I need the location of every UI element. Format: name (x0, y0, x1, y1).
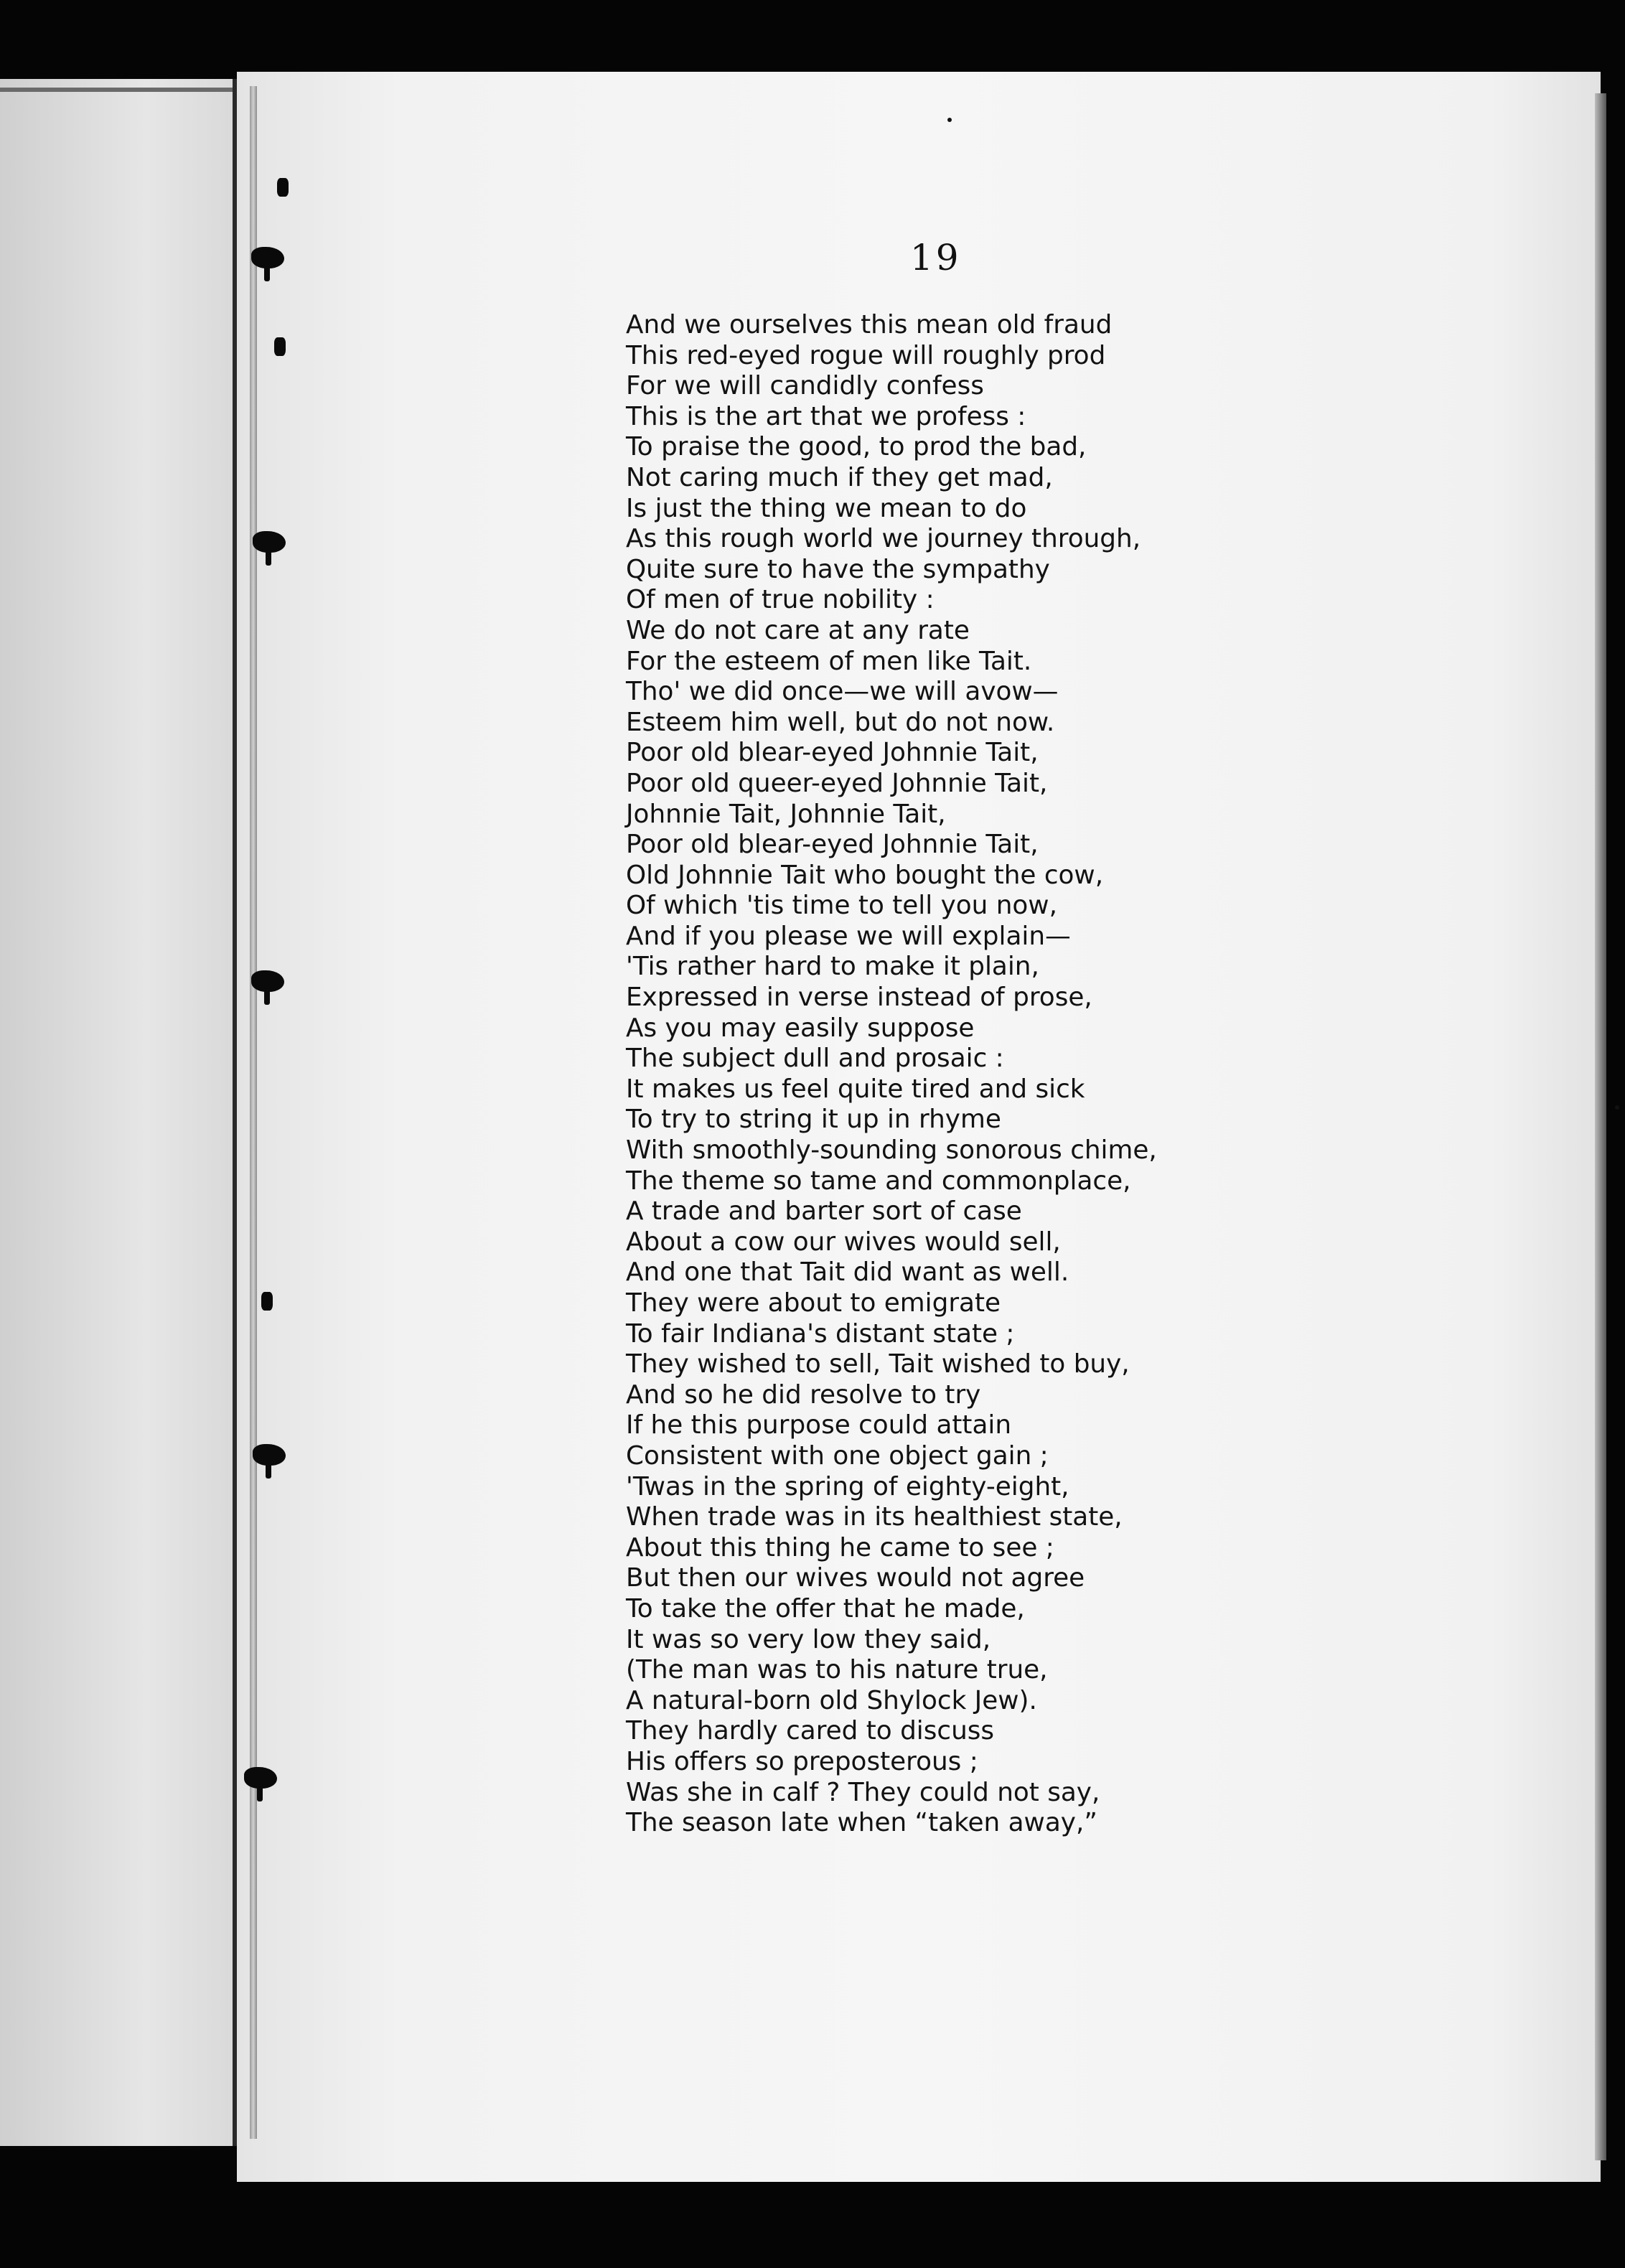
poem-line: The subject dull and prosaic : (626, 1044, 1004, 1074)
binding-stitch (251, 247, 284, 268)
poem-line: Poor old queer-eyed Johnnie Tait, (626, 768, 1048, 798)
poem-line: And if you please we will explain— (626, 921, 1071, 951)
poem-line: Quite sure to have the sympathy (626, 554, 1050, 584)
ink-speck (947, 118, 952, 122)
poem-line: And so he did resolve to try (626, 1379, 981, 1410)
poem-line: Poor old blear-eyed Johnnie Tait, (626, 830, 1039, 860)
poem-line: This red-eyed rogue will roughly prod (626, 340, 1106, 370)
poem-line: Expressed in verse instead of prose, (626, 983, 1092, 1013)
poem-line: Was she in calf ? They could not say, (626, 1777, 1100, 1807)
poem-line: When trade was in its healthiest state, (626, 1502, 1123, 1532)
ink-speck (1615, 1105, 1619, 1110)
poem-line: Consistent with one object gain ; (626, 1440, 1049, 1471)
poem-line: It was so very low they said, (626, 1624, 991, 1654)
poem-line: They hardly cared to discuss (626, 1716, 995, 1746)
poem-line: This is the art that we profess : (626, 401, 1026, 431)
poem-line: They were about to emigrate (626, 1288, 1001, 1318)
poem-line: (The man was to his nature true, (626, 1655, 1048, 1685)
poem-line: Is just the thing we mean to do (626, 493, 1027, 523)
page-fold (233, 79, 237, 2146)
poem-line: Poor old blear-eyed Johnnie Tait, (626, 738, 1039, 768)
poem-line: And we ourselves this mean old fraud (626, 310, 1113, 339)
poem-line: About this thing he came to see ; (626, 1532, 1054, 1562)
poem-line: Esteem him well, but do not now. (626, 707, 1055, 737)
binding-stitch (274, 337, 286, 356)
poem-text (626, 310, 1559, 1839)
binding-spine (250, 86, 257, 2139)
poem-line: We do not care at any rate (626, 615, 970, 645)
poem-line: The season late when “taken away,” (626, 1808, 1097, 1838)
poem-line: Not caring much if they get mad, (626, 462, 1053, 492)
binding-stitch (261, 1292, 273, 1311)
binding-stitch (253, 531, 286, 553)
poem-line: With smoothly-sounding sonorous chime, (626, 1135, 1157, 1166)
poem-line: To take the offer that he made, (626, 1593, 1025, 1623)
poem-line: Old Johnnie Tait who bought the cow, (626, 860, 1104, 890)
poem-line: To praise the good, to prod the bad, (626, 432, 1087, 462)
poem-line: Tho' we did once—we will avow— (626, 677, 1059, 707)
poem-line: To try to string it up in rhyme (626, 1105, 1001, 1135)
poem-line: The theme so tame and commonplace, (626, 1166, 1131, 1196)
poem-line: 'Twas in the spring of eighty-eight, (626, 1471, 1069, 1501)
poem-line: Of men of true nobility : (626, 585, 935, 615)
poem-line: For the esteem of men like Tait. (626, 646, 1032, 676)
poem-line: Johnnie Tait, Johnnie Tait, (626, 799, 946, 829)
poem-line: As you may easily suppose (626, 1013, 975, 1043)
poem-line: As this rough world we journey through, (626, 524, 1141, 554)
right-page-shadow (1595, 93, 1606, 2160)
poem-line: And one that Tait did want as well. (626, 1257, 1069, 1288)
binding-stitch (244, 1767, 277, 1789)
poem-line: To fair Indiana's distant state ; (626, 1318, 1015, 1349)
poem-line: About a cow our wives would sell, (626, 1227, 1061, 1257)
binding-stitch (253, 1444, 286, 1466)
left-page-edge (0, 79, 244, 2146)
poem-line: For we will candidly confess (626, 371, 984, 401)
poem-line: His offers so preposterous ; (626, 1746, 978, 1776)
binding-stitch (251, 970, 284, 992)
binding-stitch (277, 178, 289, 197)
poem-line: Of which 'tis time to tell you now, (626, 891, 1057, 921)
poem-line: 'Tis rather hard to make it plain, (626, 952, 1039, 982)
left-page-rule (0, 88, 244, 92)
poem-line: But then our wives would not agree (626, 1563, 1085, 1593)
poem-line: It makes us feel quite tired and sick (626, 1074, 1085, 1104)
poem-line: If he this purpose could attain (626, 1410, 1012, 1440)
poem-line: They wished to sell, Tait wished to buy, (626, 1349, 1130, 1379)
poem-line: A natural-born old Shylock Jew). (626, 1685, 1037, 1715)
poem-line: A trade and barter sort of case (626, 1196, 1022, 1227)
page-number: 19 (910, 237, 962, 278)
